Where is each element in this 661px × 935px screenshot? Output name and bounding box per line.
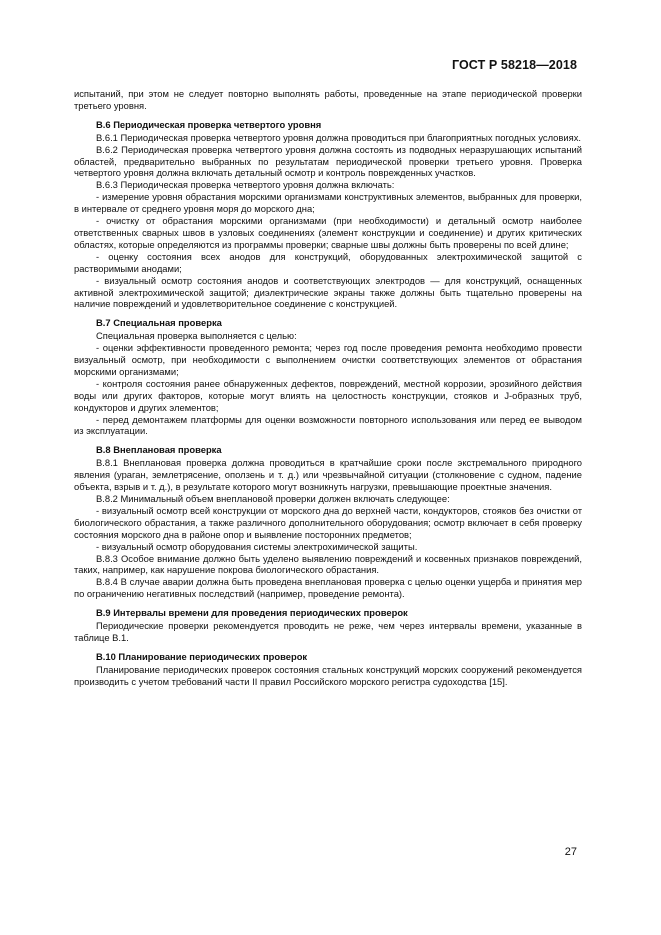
- paragraph-b10-1: Планирование периодических проверок состояния стальных конструкций морских сооружений рекомендуется производить с учетом требований части II правил Российского морского регистра судоходства [15].: [74, 663, 582, 687]
- paragraph-b6-1: В.6.1 Периодическая проверка четвертого уровня должна проводиться при благоприятных погодных условиях.: [96, 131, 581, 143]
- paragraph-b9-1: Периодические проверки рекомендуется проводить не реже, чем через интервалы времени, указанные в таблице В.1.: [74, 620, 582, 643]
- list-item-b6: - измерение уровня обрастания морскими организмами конструктивных элементов, выбранных для проверки, в интервале от среднего уровня моря до морского дна;: [74, 191, 582, 215]
- section-heading-b7: В.7 Специальная проверка: [96, 317, 222, 329]
- paragraph-b8-4: В.8.4 В случае аварии должна быть проведена внеплановая проверка с целью оценки ущерба и принятия мер по ограничению негативных последствий (например, проведение ремонта).: [74, 576, 582, 600]
- paragraph-b7-1: Специальная проверка выполняется с целью:: [96, 330, 297, 342]
- section-heading-b10: В.10 Планирование периодических проверок: [96, 650, 308, 662]
- section-heading-b9: В.9 Интервалы времени для проведения периодических проверок: [96, 607, 408, 619]
- list-item-b7: - перед демонтажем платформы для оценки возможности повторного использования или перед ее выводом из эксплуатации.: [74, 413, 582, 437]
- list-item-b8: - визуальный осмотр оборудования системы электрохимической защиты.: [96, 540, 418, 552]
- paragraph-b8-2: В.8.2 Минимальный объем внеплановой проверки должен включать следующее:: [96, 493, 450, 504]
- list-item-b7: - оценки эффективности проведенного ремонта; через год после проведения ремонта необходимо провести визуальный осмотр, при необходимости с выполнением очистки соответствующих элементов от обрастания морскими организмами;: [74, 342, 582, 377]
- paragraph-b6-2: В.6.2 Периодическая проверка четвертого уровня должна состоять из подводных неразрушающих испытаний областей, предварительно выбранных по результатам периодической проверки третьего уровня. Проверка четвертого уровня должна включать детальный осмотр и контроль поврежденных участков.: [74, 143, 582, 179]
- document-body: [74, 88, 582, 688]
- list-item-b8: - визуальный осмотр всей конструкции от морского дна до верхней части, кондукторов, стояков без очистки от биологического обрастания, а также различного дополнительного оборудования; осмотр включает в себя проверку состояния морского дна в районе опор и выявление посторонних предметов;: [74, 504, 582, 540]
- paragraph-continued: испытаний, при этом не следует повторно выполнять работы, проведенные на этапе периодической проверки третьего уровня.: [74, 88, 582, 111]
- section-heading-b6: В.6 Периодическая проверка четвертого уровня: [96, 118, 322, 130]
- list-item-b6: - очистку от обрастания морскими организмами (при необходимости) и детальный осмотр наиболее ответственных сварных швов в узловых соединениях (элемент конструкции и соединение) и других критических областях, которые определяются из программы проверки; сварные швы должны быть проверены по всей длине;: [74, 215, 582, 250]
- page-number: 27: [564, 846, 577, 858]
- section-heading-b8: В.8 Внеплановая проверка: [96, 444, 222, 456]
- list-item-b6: - визуальный осмотр состояния анодов и соответствующих электродов — для конструкций, оснащенных активной электрохимической защитой; диэлектрические экраны также должны быть тщательно проверены на наличие повреждений и удовлетворительное соединение с конструкцией.: [74, 274, 582, 310]
- paragraph-b6-3: В.6.3 Периодическая проверка четвертого уровня должна включать:: [96, 179, 395, 191]
- paragraph-b8-3: В.8.3 Особое внимание должно быть уделено выявлению повреждений и косвенных признаков повреждений, таких, например, как нарушение покрова биологического обрастания.: [74, 552, 582, 576]
- standard-designation: ГОСТ Р 58218—2018: [451, 58, 577, 72]
- paragraph-b8-1: В.8.1 Внеплановая проверка должна проводиться в кратчайшие сроки после экстремального природного явления (ураган, землетрясение, оползень и т. д.) или чрезвычайной ситуации (столкновение с судном, падение объекта, взрыв и т. д.), в результате которого могут возникнуть нагрузки, превышающие проектные значения.: [74, 457, 582, 493]
- list-item-b6: - оценку состояния всех анодов для конструкций, оборудованных электрохимической защитой с растворимыми анодами;: [74, 250, 582, 274]
- list-item-b7: - контроля состояния ранее обнаруженных дефектов, повреждений, местной коррозии, эрозийного действия воды или других факторов, которые могут влиять на целостность конструкции, стояков и J-образных труб, кондукторов и других элементов;: [74, 377, 582, 413]
